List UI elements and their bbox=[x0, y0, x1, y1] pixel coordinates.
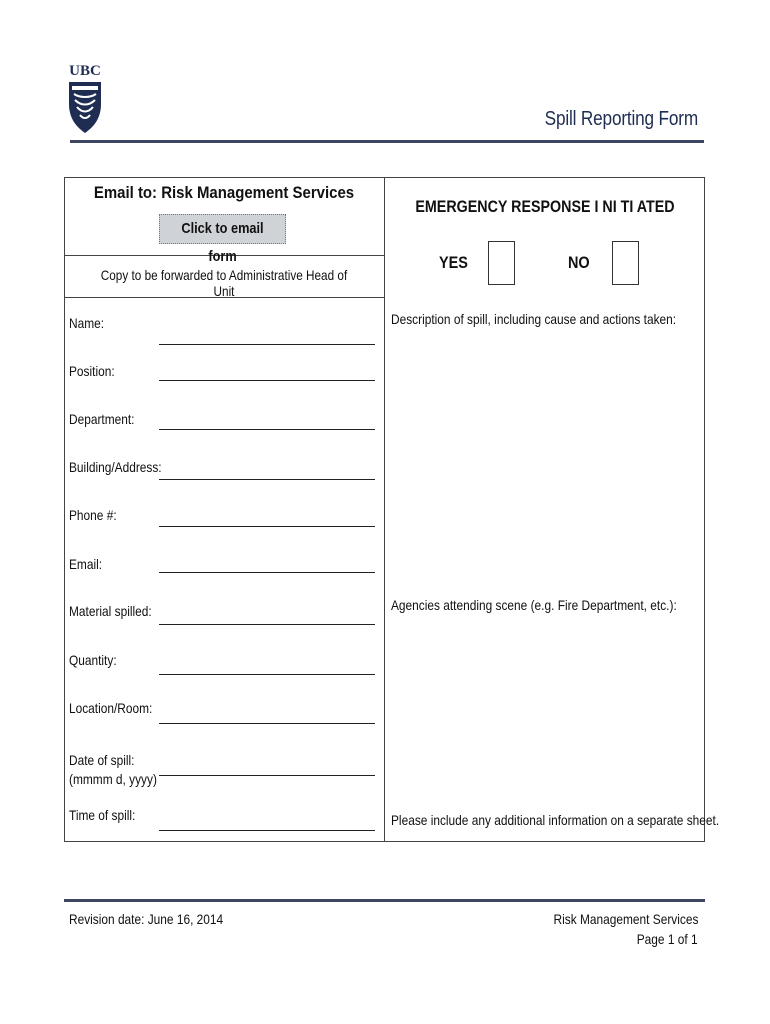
page-number: Page 1 of 1 bbox=[637, 931, 698, 947]
no-checkbox[interactable] bbox=[612, 241, 639, 285]
svg-text:UBC: UBC bbox=[69, 63, 101, 79]
yes-label: YES bbox=[439, 253, 468, 272]
location-field[interactable] bbox=[159, 723, 375, 724]
phone-label: Phone #: bbox=[69, 507, 117, 523]
position-field[interactable] bbox=[159, 380, 375, 381]
column-divider bbox=[384, 177, 385, 842]
material-label: Material spilled: bbox=[69, 603, 152, 619]
date-label: Date of spill: bbox=[69, 752, 135, 768]
position-label: Position: bbox=[69, 363, 115, 379]
quantity-label: Quantity: bbox=[69, 652, 117, 668]
email-field[interactable] bbox=[159, 572, 375, 573]
email-form-button[interactable] bbox=[159, 214, 286, 265]
time-label: Time of spill: bbox=[69, 807, 136, 823]
material-field[interactable] bbox=[159, 624, 375, 625]
no-label: NO bbox=[568, 253, 590, 272]
email-label: Email: bbox=[69, 556, 103, 572]
department-field[interactable] bbox=[159, 429, 375, 430]
email-form-button-label: Click to email form bbox=[181, 220, 264, 265]
department-label: Department: bbox=[69, 411, 135, 427]
additional-info-note: Please include any additional information on a separate sheet. bbox=[391, 812, 720, 828]
revision-date: Revision date: June 16, 2014 bbox=[69, 911, 224, 927]
building-label: Building/Address: bbox=[69, 459, 162, 475]
name-field[interactable] bbox=[159, 344, 375, 345]
agencies-prompt: Agencies attending scene (e.g. Fire Department, etc.): bbox=[391, 597, 677, 613]
building-field[interactable] bbox=[159, 479, 375, 480]
footer-organization: Risk Management Services bbox=[553, 911, 698, 927]
form-title: Spill Reporting Form bbox=[544, 108, 698, 130]
name-label: Name: bbox=[69, 315, 105, 331]
title-divider bbox=[70, 140, 704, 143]
yes-checkbox[interactable] bbox=[488, 241, 515, 285]
quantity-field[interactable] bbox=[159, 674, 375, 675]
time-field[interactable] bbox=[159, 830, 375, 831]
date-field[interactable] bbox=[159, 775, 375, 776]
phone-field[interactable] bbox=[159, 526, 375, 527]
date-format-hint: (mmmm d, yyyy) bbox=[69, 771, 157, 787]
location-label: Location/Room: bbox=[69, 700, 153, 716]
footer-divider bbox=[64, 899, 705, 902]
copy-note: Copy to be forwarded to Administrative Head of Unit bbox=[100, 267, 348, 299]
email-to-heading: Email to: Risk Management Services bbox=[93, 183, 355, 202]
description-prompt: Description of spill, including cause and actions taken: bbox=[391, 311, 677, 327]
emergency-heading: EMERGENCY RESPONSE I NI TI ATED bbox=[415, 197, 675, 216]
